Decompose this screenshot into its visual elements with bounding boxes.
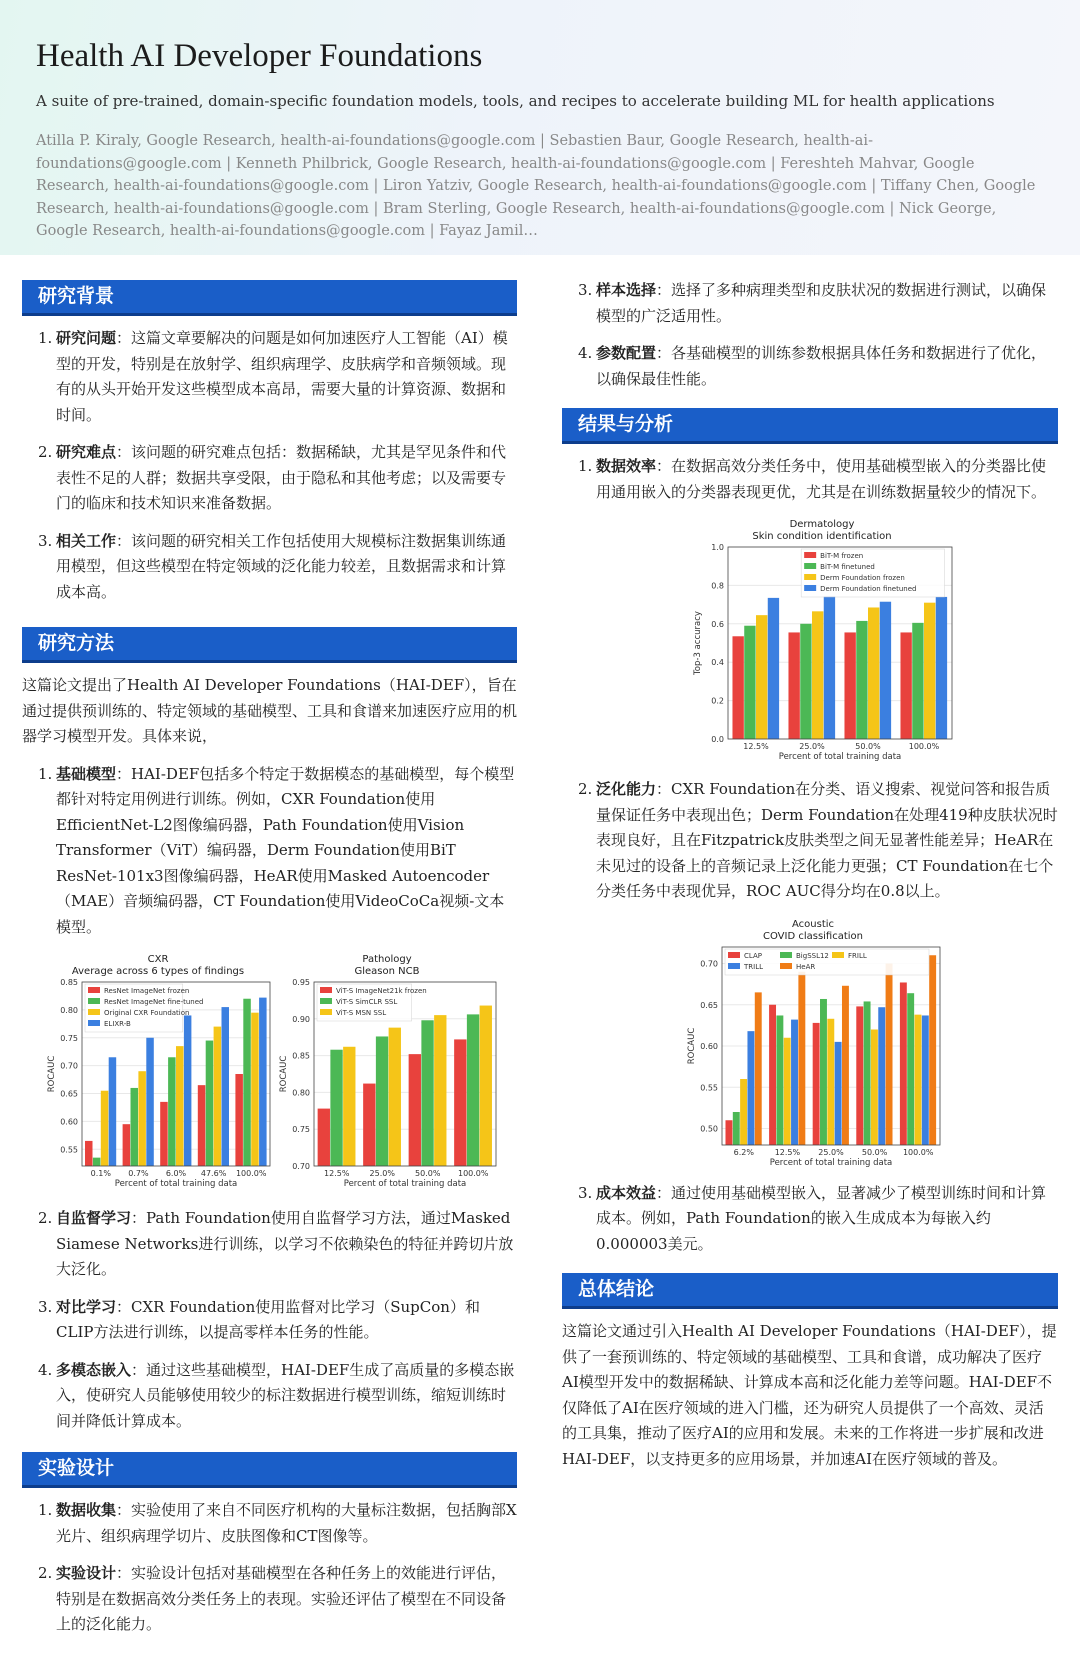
experiment-list xyxy=(22,1498,517,1638)
legend-swatch xyxy=(88,998,100,1004)
bar xyxy=(756,615,767,739)
item-term: 实验设计 xyxy=(56,1564,117,1582)
list-item xyxy=(562,777,1058,905)
legend-swatch xyxy=(88,1020,100,1026)
bar xyxy=(936,597,947,739)
item-text: ：实验使用了来自不同医疗机构的大量标注数据，包括胸部X光片、组织病理学切片、皮肤图像和CT图像等。 xyxy=(56,1501,517,1545)
legend-swatch xyxy=(804,552,816,558)
item-number: 1. xyxy=(38,329,53,347)
results-list-b xyxy=(562,777,1058,905)
bar xyxy=(123,1124,130,1166)
legend-swatch xyxy=(804,574,816,580)
item-term: 基础模型 xyxy=(56,764,117,783)
list-item xyxy=(22,326,517,428)
bar xyxy=(922,1015,929,1145)
legend-swatch xyxy=(320,987,332,993)
x-tick-label: 6.2% xyxy=(733,1147,754,1157)
item-number: 2. xyxy=(38,1209,53,1227)
bar xyxy=(900,632,911,739)
legend-swatch xyxy=(88,987,100,993)
x-tick-label: 100.0% xyxy=(908,742,940,751)
bar xyxy=(900,982,907,1145)
bar xyxy=(813,1022,820,1144)
bar xyxy=(101,1091,108,1166)
x-tick-label: 6.0% xyxy=(165,1169,187,1178)
y-tick-label: 0.2 xyxy=(711,696,724,706)
item-term: 参数配置 xyxy=(596,344,657,362)
item-term: 相关工作 xyxy=(56,531,117,550)
item-text: ：选择了多种病理类型和皮肤状况的数据进行测试，以确保模型的广泛适用性。 xyxy=(596,281,1047,325)
item-term: 多模态嵌入 xyxy=(56,1360,132,1379)
legend-swatch xyxy=(728,963,740,969)
bar xyxy=(740,1079,747,1145)
bar xyxy=(844,632,855,739)
item-number: 2. xyxy=(38,1564,53,1582)
y-tick-label: 0.65 xyxy=(700,1000,718,1010)
bar xyxy=(907,993,914,1145)
item-text: ：各基础模型的训练参数根据具体任务和数据进行了优化，以确保最佳性能。 xyxy=(596,344,1047,388)
bar xyxy=(747,1031,754,1145)
chart-acoustic xyxy=(682,917,944,1175)
legend-swatch xyxy=(780,952,792,958)
list-item xyxy=(22,1498,517,1549)
bar xyxy=(214,1027,221,1166)
list-item xyxy=(22,1561,517,1638)
legend-swatch xyxy=(780,963,792,969)
legend-label: BigSSL12 xyxy=(796,951,829,960)
legend-swatch xyxy=(832,952,844,958)
bar xyxy=(409,1054,421,1166)
chart-legend xyxy=(725,949,929,975)
y-tick-label: 0.85 xyxy=(60,978,78,987)
chart-subtitle: Average across 6 types of findings xyxy=(71,966,245,977)
legend-label: CLAP xyxy=(744,951,762,960)
legend-swatch xyxy=(804,585,816,591)
section-heading-results: 结果与分析 xyxy=(562,408,1058,444)
bar xyxy=(243,999,250,1166)
paper-title: Health AI Developer Foundations xyxy=(36,38,483,74)
experiment-list-cont xyxy=(562,278,1058,392)
chart-cxr xyxy=(42,952,274,1196)
bar xyxy=(93,1158,100,1166)
bar xyxy=(221,1007,228,1166)
list-item xyxy=(562,278,1058,329)
bar xyxy=(343,1047,355,1166)
bar xyxy=(184,1015,191,1166)
item-term: 数据收集 xyxy=(56,1501,117,1519)
item-term: 泛化能力 xyxy=(596,780,657,798)
method-intro: 这篇论文提出了Health AI Developer Foundations（HAI-DEF），旨在通过提供预训练的、特定领域的基础模型、工具和食谱来加速医疗应用的机器学习模型开发。具体来说， xyxy=(22,676,518,745)
bar xyxy=(791,1019,798,1144)
bar xyxy=(820,998,827,1144)
x-tick-label: 0.1% xyxy=(90,1169,111,1178)
bar xyxy=(856,621,867,739)
bar xyxy=(798,971,805,1144)
legend-label: TRILL xyxy=(744,962,764,971)
list-item xyxy=(22,1295,517,1346)
y-tick-label: 0.60 xyxy=(700,1041,718,1051)
x-tick-label: 25.0% xyxy=(799,742,825,751)
bar xyxy=(376,1036,388,1166)
legend-label: HeAR xyxy=(796,962,816,971)
y-tick-label: 0.75 xyxy=(292,1125,310,1135)
x-axis-label: Percent of total training data xyxy=(114,1179,238,1189)
bar xyxy=(886,963,893,1145)
legend-label: ViT-S SimCLR SSL xyxy=(336,998,398,1006)
bar xyxy=(146,1038,153,1166)
legend-label: Derm Foundation frozen xyxy=(820,574,905,582)
x-tick-label: 12.5% xyxy=(743,742,769,751)
chart-subtitle: Skin condition identification xyxy=(752,531,892,542)
x-axis-label: Percent of total training data xyxy=(769,1157,893,1168)
conclusion-text: 这篇论文通过引入Health AI Developer Foundations（HAI-DEF），提供了一套预训练的、特定领域的基础模型、工具和食谱，成功解决了医疗AI模型开发中的数据稀缺、计算成本高和泛化能力差等问题。HAI-DEF不仅降低了AI在医疗领域的进入门槛，还为研究人员提供了一个高效、灵活的工具集，推动了医疗AI的应用和发展。未来的工作将进一步扩展和改进HAI-DEF，以支持更多的应用场景，并加速AI在医疗领域的普及。 xyxy=(562,1322,1057,1468)
legend-swatch xyxy=(88,1009,100,1015)
item-text: ：CXR Foundation使用监督对比学习（SupCon）和CLIP方法进行训练，以提高零样本任务的性能。 xyxy=(56,1297,480,1341)
item-text: ：通过这些基础模型，HAI-DEF生成了高质量的多模态嵌入，使研究人员能够使用较少的标注数据进行模型训练，缩短训练时间并降低计算成本。 xyxy=(56,1360,515,1430)
results-list-c xyxy=(562,1181,1058,1258)
y-tick-label: 0.70 xyxy=(292,1162,310,1171)
right-column xyxy=(562,278,1058,1484)
bar xyxy=(755,992,762,1145)
legend-swatch xyxy=(320,1009,332,1015)
chart-subtitle: Gleason NCB xyxy=(354,966,420,977)
bar xyxy=(421,1020,433,1166)
figure-acoustic xyxy=(562,917,1058,1175)
legend-swatch xyxy=(320,998,332,1004)
legend-label: FRILL xyxy=(848,951,867,960)
x-tick-label: 25.0% xyxy=(369,1169,395,1178)
item-number: 3. xyxy=(578,1183,593,1202)
bar xyxy=(835,1041,842,1144)
y-tick-label: 0.95 xyxy=(292,978,310,987)
figure-dermatology xyxy=(562,517,1058,769)
bar xyxy=(768,598,779,739)
list-item xyxy=(562,341,1058,392)
bar xyxy=(480,1006,492,1166)
y-axis-label: ROCAUC xyxy=(687,1027,697,1064)
list-item xyxy=(22,1206,517,1283)
bar xyxy=(871,1029,878,1145)
y-tick-label: 0.6 xyxy=(711,619,724,629)
y-tick-label: 0.80 xyxy=(60,1005,78,1015)
bar xyxy=(318,1109,330,1166)
bar xyxy=(725,1120,732,1145)
x-axis-label: Percent of total training data xyxy=(778,752,902,762)
bar xyxy=(842,985,849,1144)
bar xyxy=(131,1088,138,1166)
list-item xyxy=(562,1181,1058,1258)
item-number: 2. xyxy=(578,780,593,798)
author-list: Atilla P. Kiraly, Google Research, health-ai-foundations@google.com | Sebastien Baur, Google Research, health-ai-foundations@google.com | Kenneth Philbrick, Google Research, health-ai-foundations@google.com | Fereshteh Mahvar, Google Research, health-ai-foundations@google.com | Liron Yatziv, Google Research, health-ai-foundations@google.com | Tiffany Chen, Google Research, health-ai-foundations@google.com | Bram Sterling, Google Research, health-ai-foundations@google.com | Nick George, Google Research, health-ai-foundations@google.com | Fayaz Jamil… xyxy=(36,133,1036,239)
y-tick-label: 0.85 xyxy=(292,1051,310,1061)
chart-title: Dermatology xyxy=(789,519,855,530)
legend-label: Original CXR Foundation xyxy=(104,1009,190,1017)
bar xyxy=(915,1014,922,1144)
bar xyxy=(206,1041,213,1166)
y-axis-label: ROCAUC xyxy=(47,1055,57,1093)
chart-legend xyxy=(801,549,944,597)
x-tick-label: 100.0% xyxy=(902,1147,934,1157)
bar xyxy=(827,1018,834,1144)
legend-label: ELIXR-B xyxy=(104,1020,131,1028)
item-text: ：CXR Foundation在分类、语义搜索、视觉问答和报告质量保证任务中表现出色；Derm Foundation在处理419种皮肤状况时表现良好，且在Fitzpatrick皮肤类型之间无显著性能差异；HeAR在未见过的设备上的音频记录上泛化能力更强；CT Foundation在七个分类任务中表现优异，ROC AUC得分均在0.8以上。 xyxy=(596,780,1058,900)
y-tick-label: 0.65 xyxy=(60,1089,78,1099)
y-tick-label: 0.55 xyxy=(700,1082,718,1092)
bar xyxy=(434,1015,446,1166)
item-number: 4. xyxy=(38,1360,53,1379)
legend-label: BiT-M finetuned xyxy=(820,563,875,571)
x-tick-label: 50.0% xyxy=(861,1147,888,1157)
bar xyxy=(235,1074,242,1166)
bar xyxy=(467,1014,479,1166)
bar xyxy=(856,1006,863,1145)
item-text: ：在数据高效分类任务中，使用基础模型嵌入的分类器比使用通用嵌入的分类器表现更优，尤其是在训练数据量较少的情况下。 xyxy=(596,457,1047,501)
x-tick-label: 47.6% xyxy=(200,1169,227,1178)
method-list-a xyxy=(22,762,517,941)
item-term: 数据效率 xyxy=(596,457,657,475)
bar xyxy=(912,623,923,739)
bar xyxy=(363,1084,375,1166)
bar xyxy=(824,596,835,739)
legend-swatch xyxy=(728,952,740,958)
bar xyxy=(330,1050,342,1166)
x-tick-label: 50.0% xyxy=(855,742,881,751)
bar xyxy=(138,1071,145,1166)
item-text: ：这篇文章要解决的问题是如何加速医疗人工智能（AI）模型的开发，特别是在放射学、组织病理学、皮肤病学和音频领域。现有的从头开始开发这些模型成本高昂，需要大量的计算资源、数据和时间。 xyxy=(56,329,508,424)
item-number: 3. xyxy=(38,531,53,550)
x-tick-label: 100.0% xyxy=(457,1169,489,1178)
item-text: ：该问题的研究相关工作包括使用大规模标注数据集训练通用模型，但这些模型在特定领域的泛化能力较差，且数据需求和计算成本高。 xyxy=(56,531,507,601)
chart-dermatology xyxy=(688,517,956,769)
item-number: 3. xyxy=(38,1297,53,1316)
list-item xyxy=(562,454,1058,505)
section-heading-method: 研究方法 xyxy=(22,627,517,663)
y-tick-label: 0.50 xyxy=(700,1124,718,1133)
list-item xyxy=(22,1358,517,1435)
chart-title: Acoustic xyxy=(791,918,835,930)
bar xyxy=(251,1013,258,1166)
y-tick-label: 0.80 xyxy=(292,1088,310,1098)
x-axis-label: Percent of total training data xyxy=(343,1179,467,1189)
bar xyxy=(800,624,811,739)
y-tick-label: 0.70 xyxy=(700,959,718,968)
bar xyxy=(176,1046,183,1166)
item-number: 1. xyxy=(38,764,53,783)
bar xyxy=(868,607,879,739)
x-tick-label: 50.0% xyxy=(415,1169,441,1178)
y-tick-label: 0.90 xyxy=(292,1014,310,1024)
x-tick-label: 12.5% xyxy=(324,1169,350,1178)
bar xyxy=(880,602,891,739)
bar xyxy=(784,1037,791,1144)
chart-title: Pathology xyxy=(362,954,412,965)
item-term: 研究难点 xyxy=(56,443,117,461)
item-number: 1. xyxy=(38,1501,53,1519)
y-axis-label: Top-3 accuracy xyxy=(693,611,703,675)
x-tick-label: 0.7% xyxy=(128,1169,149,1178)
bar xyxy=(109,1057,116,1166)
bar xyxy=(454,1039,466,1166)
bar xyxy=(198,1085,205,1166)
section-heading-experiment: 实验设计 xyxy=(22,1452,517,1488)
bar xyxy=(812,611,823,739)
y-tick-label: 0.4 xyxy=(711,658,724,668)
section-heading-background: 研究背景 xyxy=(22,280,517,316)
left-column xyxy=(22,280,517,1650)
x-tick-label: 100.0% xyxy=(235,1169,267,1178)
bar xyxy=(160,1102,167,1166)
legend-label: ViT-S MSN SSL xyxy=(336,1009,387,1017)
y-tick-label: 0.55 xyxy=(60,1145,78,1155)
x-tick-label: 12.5% xyxy=(774,1147,801,1157)
y-tick-label: 0.75 xyxy=(60,1033,78,1043)
results-list-a xyxy=(562,454,1058,505)
legend-label: ResNet ImageNet frozen xyxy=(104,987,190,995)
bar xyxy=(878,1007,885,1145)
list-item xyxy=(22,440,517,517)
chart-title: CXR xyxy=(147,954,169,965)
item-term: 自监督学习 xyxy=(56,1209,132,1227)
item-term: 样本选择 xyxy=(596,281,657,299)
item-text: ：Path Foundation使用自监督学习方法，通过Masked Siamese Networks进行训练，以学习不依赖染色的特征并跨切片放大泛化。 xyxy=(56,1209,514,1278)
section-heading-conclusion: 总体结论 xyxy=(562,1273,1058,1309)
chart-subtitle: COVID classification xyxy=(762,930,864,942)
item-term: 对比学习 xyxy=(56,1297,117,1316)
bar xyxy=(85,1141,92,1166)
bar xyxy=(769,1004,776,1144)
item-number: 4. xyxy=(578,344,593,362)
list-item xyxy=(22,529,517,606)
list-item xyxy=(22,762,517,941)
bar xyxy=(259,998,266,1166)
bar xyxy=(744,626,755,739)
bar xyxy=(788,632,799,739)
bar xyxy=(389,1028,401,1166)
chart-legend xyxy=(317,984,427,1021)
paper-subtitle: A suite of pre-trained, domain-specific foundation models, tools, and recipes to accelerate building ML for health applications xyxy=(36,92,995,110)
item-term: 成本效益 xyxy=(596,1183,657,1202)
bar xyxy=(168,1057,175,1166)
bar xyxy=(929,955,936,1145)
chart-pathology xyxy=(274,952,500,1196)
y-axis-label: ROCAUC xyxy=(279,1055,289,1093)
item-number: 3. xyxy=(578,281,593,299)
item-number: 1. xyxy=(578,457,593,475)
bar xyxy=(733,1112,740,1145)
item-text: ：实验设计包括对基础模型在各种任务上的效能进行评估，特别是在数据高效分类任务上的表现。实验还评估了模型在不同设备上的泛化能力。 xyxy=(56,1564,507,1633)
paper-header xyxy=(0,0,1080,255)
figure-cxr-pathology xyxy=(22,952,517,1196)
item-term: 研究问题 xyxy=(56,329,117,347)
legend-label: ViT-S ImageNet21k frozen xyxy=(336,987,427,995)
legend-swatch xyxy=(804,563,816,569)
bar xyxy=(924,603,935,739)
item-text: ：HAI-DEF包括多个特定于数据模态的基础模型，每个模型都针对特定用例进行训练。例如，CXR Foundation使用EfficientNet-L2图像编码器，Path Foundation使用Vision Transformer（ViT）编码器，Derm Foundation使用BiT ResNet-101x3图像编码器，HeAR使用Masked Autoencoder（MAE）音频编码器，CT Foundation使用VideoCoCa视频-文本模型。 xyxy=(56,764,515,936)
item-text: ：通过使用基础模型嵌入，显著减少了模型训练时间和计算成本。例如，Path Foundation的嵌入生成成本为每嵌入约0.000003美元。 xyxy=(596,1183,1047,1253)
bar xyxy=(864,1001,871,1145)
item-number: 2. xyxy=(38,443,53,461)
y-tick-label: 0.8 xyxy=(711,581,724,591)
legend-label: Derm Foundation finetuned xyxy=(820,585,917,593)
bar xyxy=(776,1015,783,1145)
legend-label: BiT-M frozen xyxy=(820,552,864,560)
y-tick-label: 1.0 xyxy=(711,543,724,552)
item-text: ：该问题的研究难点包括：数据稀缺，尤其是罕见条件和代表性不足的人群；数据共享受限，由于隐私和其他考虑；以及需要专门的临床和技术知识来准备数据。 xyxy=(56,443,507,512)
background-list xyxy=(22,326,517,605)
bar xyxy=(732,636,743,739)
legend-label: ResNet ImageNet fine-tuned xyxy=(104,998,204,1006)
x-tick-label: 25.0% xyxy=(818,1147,844,1157)
y-tick-label: 0.70 xyxy=(60,1061,78,1071)
y-tick-label: 0.60 xyxy=(60,1117,78,1127)
y-tick-label: 0.0 xyxy=(711,735,724,744)
method-list-b xyxy=(22,1206,517,1434)
